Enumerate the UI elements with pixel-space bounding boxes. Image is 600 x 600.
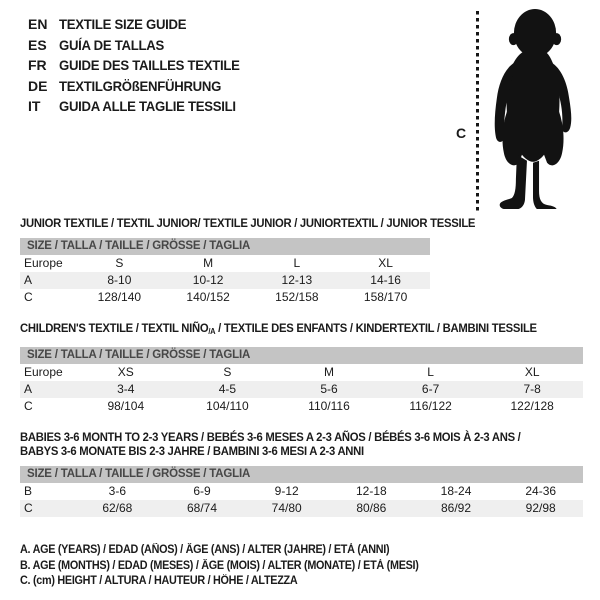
language-guide: [28, 14, 251, 117]
language-code: IT: [28, 98, 41, 114]
table-cell: M: [203, 256, 214, 270]
row-label: Europe: [24, 256, 63, 270]
table-cell: 140/152: [186, 290, 230, 304]
row-label: Europe: [24, 365, 63, 379]
language-row: [28, 76, 251, 97]
language-code: ES: [28, 36, 47, 53]
language-code: DE: [28, 77, 48, 94]
table-cell: 4-5: [218, 382, 237, 396]
table-cell: 80/86: [356, 501, 387, 515]
size-header-bar: SIZE / TALLA / TAILLE / GRÖSSE / TAGLIA: [20, 238, 430, 255]
table-cell: 98/104: [107, 399, 145, 413]
size-table: [20, 238, 430, 306]
table-cell: 24-36: [525, 484, 557, 498]
table-cell: S: [223, 365, 232, 379]
table-cell: 6-9: [193, 484, 211, 498]
table-cell: XS: [117, 365, 134, 379]
table-cell: 128/140: [97, 290, 142, 304]
table-cell: L: [293, 256, 301, 270]
section-title-line: [20, 321, 549, 339]
size-guide-section-children: [20, 321, 583, 415]
section-title: [20, 216, 583, 230]
table-cell: 3-4: [117, 382, 135, 396]
table-row: [20, 272, 430, 289]
table-cell: 12-18: [356, 484, 387, 498]
row-label: C: [24, 399, 33, 413]
table-cell: 104/110: [206, 399, 249, 413]
section-title-line: [20, 430, 549, 444]
table-cell: 3-6: [108, 484, 126, 498]
row-label: B: [24, 484, 33, 498]
height-dotted-line: [476, 11, 479, 212]
section-title: [20, 321, 583, 339]
table-cell: 158/170: [363, 290, 408, 304]
table-cell: 5-6: [320, 382, 338, 396]
size-guide-section-babies: [20, 430, 583, 517]
table-cell: M: [323, 365, 334, 379]
language-label: GUIDE DES TAILLES TEXTILE: [59, 57, 240, 73]
language-label: GUIDA ALLE TAGLIE TESSILI: [59, 98, 236, 114]
table-cell: 18-24: [440, 484, 472, 498]
table-cell: 110/116: [308, 399, 350, 413]
table-cell: 62/68: [102, 501, 133, 515]
table-cell: L: [427, 365, 434, 379]
language-label: TEXTILE SIZE GUIDE: [59, 16, 187, 32]
table-row: [20, 381, 583, 398]
table-cell: 12-13: [281, 273, 313, 287]
table-cell: 68/74: [186, 501, 218, 515]
table-row: [20, 483, 583, 500]
table-row: [20, 364, 583, 381]
table-row: [20, 255, 430, 272]
size-table: [20, 466, 583, 517]
section-title-text: BABYS 3-6 MONATE BIS 2-3 JAHRE / BAMBINI 3-6 MESI A 2-3 ANNI: [20, 444, 364, 458]
table-cell: XL: [524, 365, 540, 379]
table-cell: 86/92: [441, 501, 472, 515]
table-cell: 8-10: [107, 273, 132, 287]
table-row: [20, 500, 583, 517]
size-guide-section-junior: [20, 216, 583, 306]
table-cell: 14-16: [370, 273, 401, 287]
table-cell: 116/122: [409, 399, 452, 413]
section-title-line: [20, 216, 549, 230]
section-title-text: /A: [208, 327, 216, 336]
size-table: [20, 347, 583, 415]
legend-line-b: B. AGE (MONTHS) / EDAD (MESES) / ÂGE (MOIS) / ALTER (MONATE) / ETÀ (MESI): [20, 559, 419, 572]
table-cell: 92/98: [525, 501, 556, 515]
size-header-bar: SIZE / TALLA / TAILLE / GRÖSSE / TAGLIA: [20, 466, 583, 483]
size-tables-content: [20, 216, 583, 590]
language-label: TEXTILGRÖßENFÜHRUNG: [59, 77, 222, 94]
height-measure-figure: [450, 8, 590, 214]
section-title-text: BABIES 3-6 MONTH TO 2-3 YEARS / BEBÉS 3-6 MESES A 2-3 AÑOS / BÉBÉS 3-6 MOIS À 2-3 ANS /: [20, 430, 521, 444]
language-code: FR: [28, 57, 47, 73]
language-row: [28, 55, 251, 76]
section-title: [20, 430, 583, 458]
section-title-line: [20, 444, 549, 458]
table-row: [20, 398, 583, 415]
measure-legend: [20, 543, 583, 590]
table-cell: 152/158: [275, 290, 319, 304]
size-header-bar: SIZE / TALLA / TAILLE / GRÖSSE / TAGLIA: [20, 347, 583, 364]
language-code: EN: [28, 16, 48, 32]
section-title-text: / TEXTILE DES ENFANTS / KINDERTEXTIL / BAMBINI TESSILE: [215, 321, 537, 335]
section-title-text: JUNIOR TEXTILE / TEXTIL JUNIOR/ TEXTILE JUNIOR / JUNIORTEXTIL / JUNIOR TESSILE: [20, 216, 476, 230]
toddler-silhouette-icon: [487, 8, 579, 209]
section-title-text: CHILDREN'S TEXTILE / TEXTIL NIÑO: [20, 321, 209, 335]
row-label: A: [24, 382, 33, 396]
table-cell: 7-8: [523, 382, 541, 396]
language-row: [28, 35, 251, 56]
language-row: [28, 96, 251, 117]
legend-line-a: A. AGE (YEARS) / EDAD (AÑOS) / ÂGE (ANS) / ALTER (JAHRE) / ETÀ (ANNI): [20, 544, 390, 556]
table-cell: 9-12: [274, 484, 299, 498]
table-row: [20, 289, 430, 306]
table-cell: 6-7: [421, 382, 440, 396]
height-measure-label: C: [456, 125, 467, 141]
table-cell: S: [115, 256, 124, 270]
language-label: GUÍA DE TALLAS: [59, 36, 164, 53]
legend-line-c: C. (cm) HEIGHT / ALTURA / HAUTEUR / HÖHE / ALTEZZA: [20, 575, 298, 587]
table-cell: 74/80: [271, 501, 302, 515]
table-cell: 10-12: [192, 273, 224, 287]
table-cell: XL: [378, 256, 393, 270]
row-label: C: [24, 501, 33, 515]
language-row: [28, 14, 251, 35]
row-label: C: [24, 290, 33, 304]
row-label: A: [24, 273, 33, 287]
table-cell: 122/128: [510, 399, 554, 413]
